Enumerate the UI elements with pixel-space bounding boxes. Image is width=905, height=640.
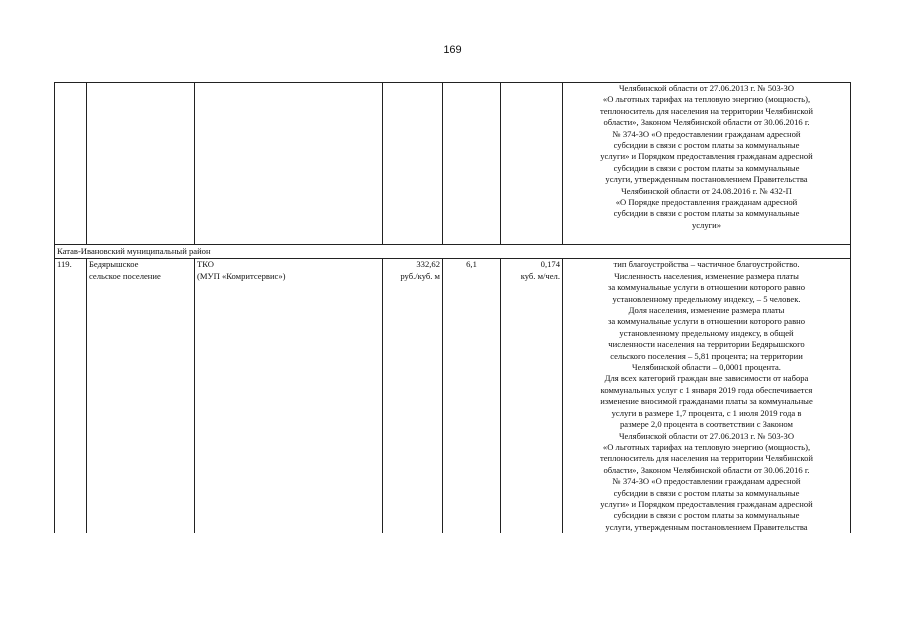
tariff-table xyxy=(54,82,851,533)
cell-growth-value: 6,1 xyxy=(443,259,501,533)
page-number: 169 xyxy=(443,44,462,56)
cell-norm xyxy=(501,83,563,245)
table-row-119 xyxy=(55,259,851,533)
cell-norm-value: 0,174 куб. м/чел. xyxy=(501,259,563,533)
table-row-continuation xyxy=(55,83,851,245)
cell-settlement-name: Бедярышское сельское поселение xyxy=(87,259,195,533)
cell-legal-text-119: тип благоустройства – частичное благоустройство. Численность населения, изменение размера платы за коммунальные услуги в отношении которого равно установленному предельному индексу, – 5 человек. Доля населения, изменение размера платы за коммунальные услуги в отношении которого равно установленному предельному индексу, в общей численности населения на территории Бедярышского сельского поселения – 5,81 процента; на территории Челябинской области – 0,0001 процента. Для всех категорий граждан вне зависимости от набора коммунальных услуг с 1 января 2019 года обеспечивается изменение вносимой гражданами платы за коммунальные услуги в размере 1,7 процента, с 1 июля 2019 года в размере 2,0 процента в соответствии с Законом Челябинской области от 27.06.2013 г. № 503-ЗО «О льготных тарифах на тепловую энергию (мощность), теплоноситель для населения на территории Челябинской области», Законом Челябинской области от 30.06.2016 г. № 374-ЗО «О предоставлении гражданам адресной субсидии в связи с ростом платы за коммунальные услуги» и Порядком предоставления гражданам адресной субсидии в связи с ростом платы за коммунальные услуги, утвержденным постановлением Правительства xyxy=(563,259,851,533)
cell-settlement xyxy=(87,83,195,245)
cell-number xyxy=(55,83,87,245)
cell-tariff-value: 332,62 руб./куб. м xyxy=(383,259,443,533)
cell-row-number: 119. xyxy=(55,259,87,533)
cell-service-provider: ТКО (МУП «Комритсервис») xyxy=(195,259,383,533)
table-row-region xyxy=(55,245,851,259)
cell-service xyxy=(195,83,383,245)
region-label: Катав-Ивановский муниципальный район xyxy=(55,245,851,259)
cell-tariff xyxy=(383,83,443,245)
cell-growth xyxy=(443,83,501,245)
cell-legal-text: Челябинской области от 27.06.2013 г. № 503-ЗО «О льготных тарифах на тепловую энергию (мощность), теплоноситель для населения на территории Челябинской области», Законом Челябинской области от 30.06.2016 г. № 374-ЗО «О предоставлении гражданам адресной субсидии в связи с ростом платы за коммунальные услуги» и Порядком предоставления гражданам адресной субсидии в связи с ростом платы за коммунальные услуги, утвержденным постановлением Правительства Челябинской области от 24.08.2016 г. № 432-П «О Порядке предоставления гражданам адресной субсидии в связи с ростом платы за коммунальные услуги» xyxy=(563,83,851,245)
